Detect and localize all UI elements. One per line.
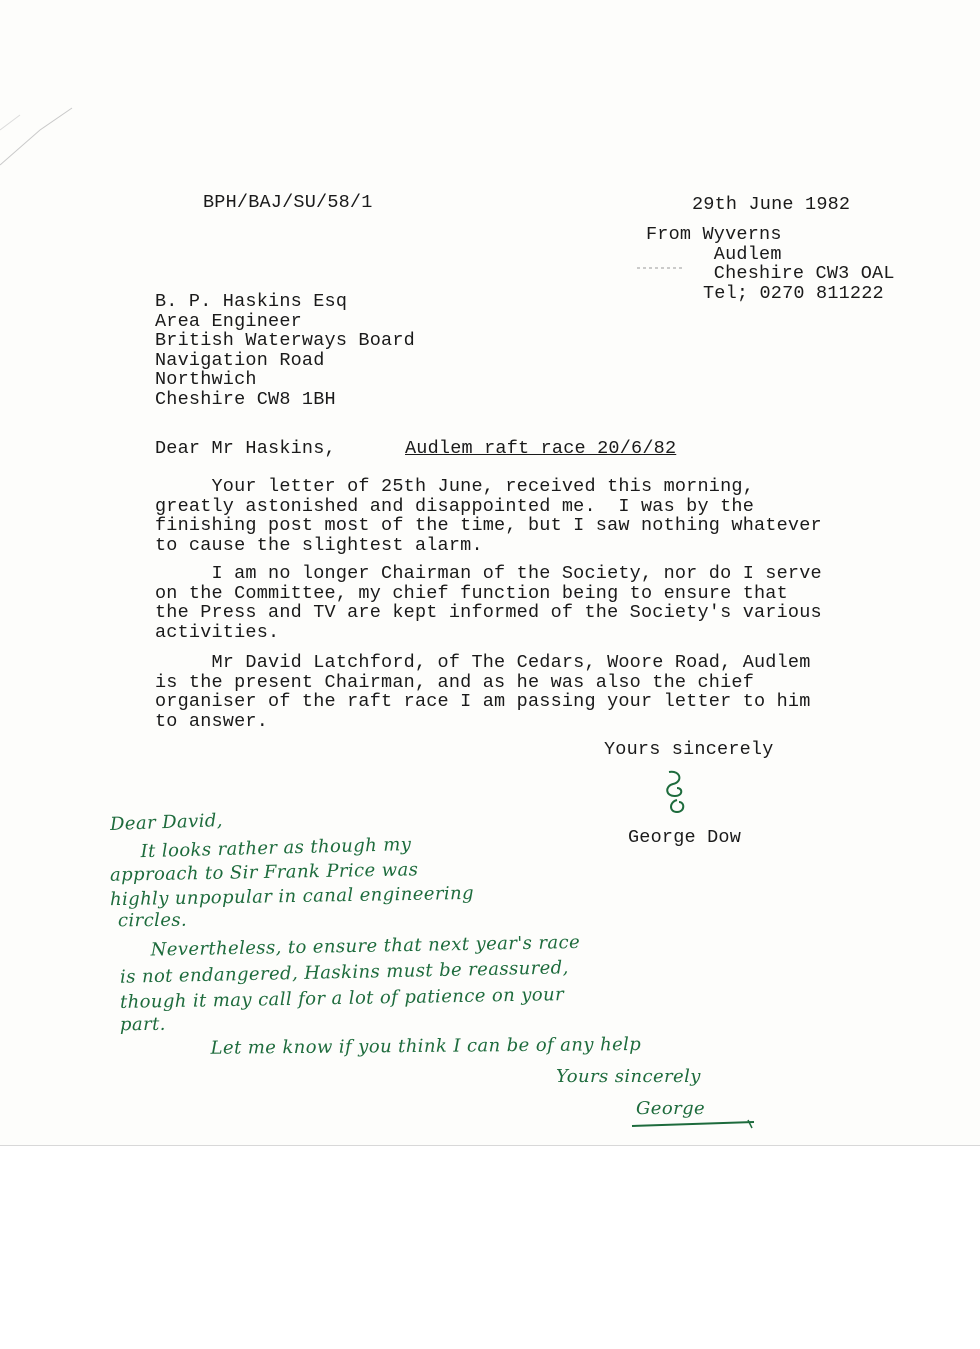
- sender-address-line: Tel; 0270 811222: [703, 282, 884, 304]
- body-paragraph: [155, 477, 822, 555]
- body-line: is the present Chairman, and as he was also the chief: [155, 671, 754, 693]
- signatory-name: George Dow: [628, 827, 742, 848]
- scan-background: [0, 1145, 980, 1349]
- body-line: finishing post most of the time, but I saw nothing whatever: [155, 515, 822, 536]
- handwritten-line: is not endangered, Haskins must be reassured,: [119, 957, 569, 988]
- handwritten-line: approach to Sir Frank Price was: [109, 859, 419, 886]
- recipient-address-line: Area Engineer: [155, 310, 302, 332]
- paper-crease: [0, 70, 130, 170]
- body-line: Mr David Latchford, of The Cedars, Woore Road, Audlem: [155, 652, 811, 673]
- body-line: Your letter of 25th June, received this morning,: [155, 476, 754, 497]
- body-paragraph: [155, 564, 822, 642]
- body-paragraph: [155, 653, 811, 731]
- handwritten-line: circles.: [117, 909, 188, 932]
- recipient-address-line: B. P. Haskins Esq: [155, 291, 348, 312]
- sender-address-line: Audlem: [646, 243, 782, 265]
- handwritten-signature: George: [636, 1098, 706, 1119]
- recipient-address-line: British Waterways Board: [155, 330, 415, 351]
- body-line: I am no longer Chairman of the Society, nor do I serve: [155, 563, 822, 584]
- letter-date: 29th June 1982: [692, 194, 851, 215]
- salutation: Dear Mr Haskins,: [155, 438, 336, 459]
- recipient-address-line: Cheshire CW8 1BH: [155, 388, 336, 410]
- handwritten-line: though it may call for a lot of patience on your: [119, 984, 565, 1013]
- body-line: to answer.: [155, 710, 269, 732]
- initials-signature: [655, 768, 695, 818]
- sender-address-line: Cheshire CW3 OAL: [646, 263, 895, 284]
- body-line: to cause the slightest alarm.: [155, 534, 483, 556]
- sender-address-line: From Wyverns: [646, 224, 782, 245]
- handwritten-line: Nevertheless, to ensure that next year's race: [119, 931, 581, 962]
- handwritten-line: Let me know if you think I can be of any help: [179, 1033, 642, 1060]
- closing: Yours sincerely: [604, 739, 774, 760]
- handwritten-line: Dear David,: [109, 810, 224, 835]
- signature-underline: [630, 1112, 760, 1132]
- recipient-address: [155, 292, 415, 409]
- subject-line: Audlem raft race 20/6/82: [405, 438, 677, 459]
- handwritten-closing: Yours sincerely: [556, 1066, 701, 1087]
- sender-address: [646, 225, 895, 303]
- body-line: the Press and TV are kept informed of the Society's various: [155, 602, 822, 623]
- handwritten-line: highly unpopular in canal engineering: [109, 882, 475, 911]
- handwritten-line: It looks rather as though my: [109, 834, 412, 863]
- reference-code: BPH/BAJ/SU/58/1: [203, 192, 373, 213]
- body-line: on the Committee, my chief function being to ensure that: [155, 582, 788, 604]
- recipient-address-line: Navigation Road: [155, 349, 325, 371]
- pencil-mark: [637, 265, 687, 271]
- body-line: activities.: [155, 621, 280, 643]
- body-line: greatly astonished and disappointed me. I was by the: [155, 495, 754, 517]
- recipient-address-line: Northwich: [155, 369, 257, 390]
- body-line: organiser of the raft race I am passing your letter to him: [155, 691, 811, 712]
- handwritten-line: part.: [119, 1013, 166, 1036]
